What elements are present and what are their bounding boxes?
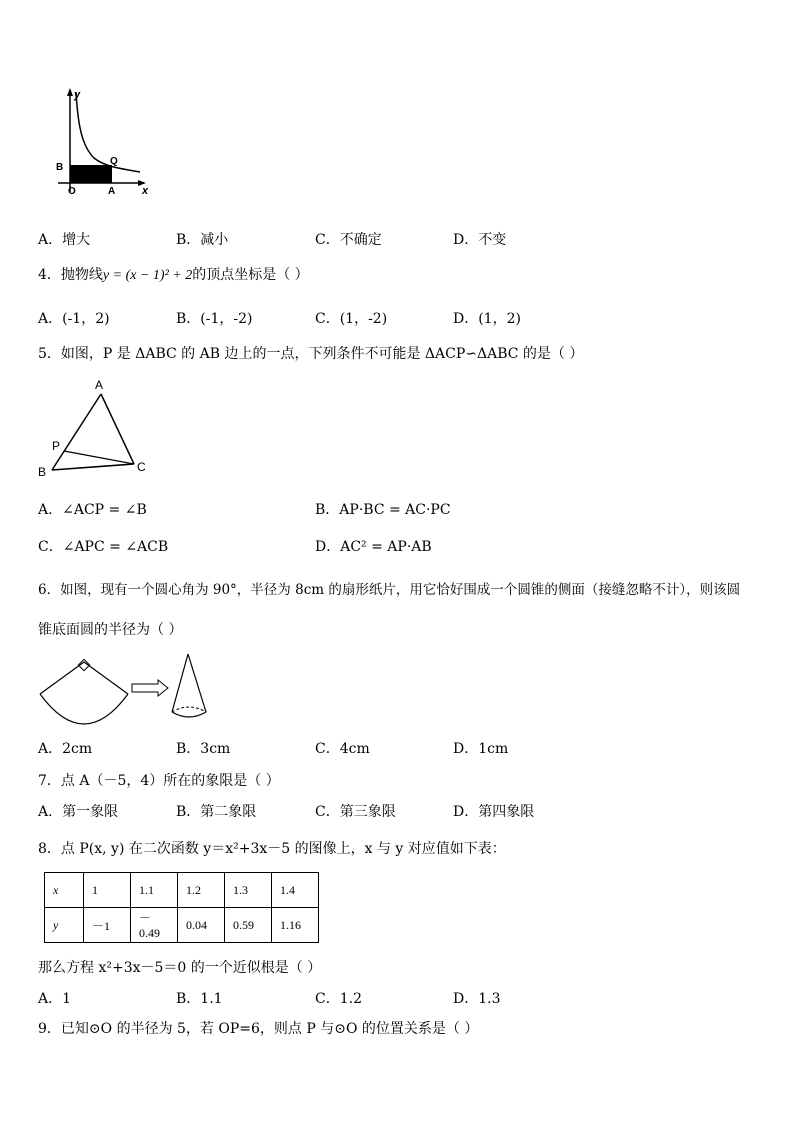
q5-option-c[interactable]: C．∠APC = ∠ACB: [38, 539, 169, 555]
table-cell: y: [45, 908, 84, 943]
q3-option-b[interactable]: B．减小: [176, 232, 229, 248]
q6-option-b[interactable]: B．3cm: [176, 741, 231, 757]
q4-option-c[interactable]: C．(1，-2): [315, 311, 388, 327]
q8-option-d[interactable]: D．1.3: [453, 991, 501, 1007]
q3-option-a[interactable]: A．增大: [38, 232, 91, 248]
q8-option-a[interactable]: A．1: [38, 991, 72, 1007]
table-cell: 1.1: [131, 873, 178, 908]
table-cell: 1.2: [178, 873, 225, 908]
q6-option-d[interactable]: D．1cm: [453, 741, 509, 757]
q7-option-b[interactable]: B．第二象限: [176, 804, 257, 820]
q8-after-text: 那么方程 x²+3x－5＝0 的一个近似根是（ ）: [38, 960, 322, 976]
table-cell: 0.59: [225, 908, 272, 943]
q4-prefix: 4．抛物线: [38, 267, 103, 283]
table-cell: 1.4: [272, 873, 319, 908]
q8-option-c[interactable]: C．1.2: [315, 991, 362, 1007]
q5-option-a[interactable]: A．∠ACP = ∠B: [38, 502, 147, 518]
xy-value-table: [44, 872, 319, 943]
table-row-x: [45, 873, 319, 908]
table-cell: x: [45, 873, 84, 908]
fig1-x-label: x: [142, 185, 149, 197]
hyperbola-graph-figure: [50, 86, 160, 198]
table-cell: 1: [84, 873, 131, 908]
q6-option-c[interactable]: C．4cm: [315, 741, 370, 757]
q3-option-d[interactable]: D．不变: [453, 232, 507, 248]
fig5-a-label: A: [95, 378, 104, 392]
q7-option-d[interactable]: D．第四象限: [453, 804, 535, 820]
fig5-p-label: P: [52, 439, 61, 453]
q8-stem: 8．点 P(x, y) 在二次函数 y＝x²+3x－5 的图像上，x 与 y 对应值如下表：: [38, 841, 506, 857]
fig5-b-label: B: [38, 465, 47, 479]
q6-option-a[interactable]: A．2cm: [38, 741, 93, 757]
fig1-b-label: B: [56, 162, 64, 173]
q4-stem: [38, 264, 309, 284]
q6-stem-line1: 6．如图，现有一个圆心角为 90°，半径为 8cm 的扇形纸片，用它恰好围成一个圆锥的侧面（接缝忽略不计），则该圆: [38, 582, 741, 598]
q4-option-d[interactable]: D．(1，2): [453, 311, 521, 327]
table-cell: 0.04: [178, 908, 225, 943]
q4-formula: y = (x − 1)² + 2: [102, 268, 193, 283]
fig5-c-label: C: [137, 460, 146, 474]
table-cell: －1: [84, 908, 131, 943]
q5-option-b[interactable]: B．AP·BC = AC·PC: [315, 502, 451, 518]
fig1-q-label: Q: [110, 156, 118, 167]
q4-option-a[interactable]: A．(-1，2): [38, 311, 110, 327]
q7-option-a[interactable]: A．第一象限: [38, 804, 119, 820]
table-cell: －0.49: [131, 908, 178, 943]
fig1-a-label: A: [108, 186, 116, 197]
q7-option-c[interactable]: C．第三象限: [315, 804, 396, 820]
fig1-y-label: y: [74, 89, 81, 101]
sector-to-cone-figure: [36, 650, 216, 726]
fig1-o-label: O: [68, 186, 76, 197]
q5-stem: 5．如图，P 是 ΔABC 的 AB 边上的一点，下列条件不可能是 ΔACP∽ΔABC 的是（ ）: [38, 346, 584, 362]
q4-suffix: 的顶点坐标是（ ）: [192, 267, 309, 283]
table-cell: 1.16: [272, 908, 319, 943]
q4-option-b[interactable]: B．(-1，-2): [176, 311, 253, 327]
triangle-abc-figure: [36, 376, 156, 480]
q3-option-c[interactable]: C．不确定: [315, 232, 382, 248]
table-cell: 1.3: [225, 873, 272, 908]
q9-stem: 9．已知⊙O 的半径为 5，若 OP=6，则点 P 与⊙O 的位置关系是（ ）: [38, 1021, 479, 1037]
q8-option-b[interactable]: B．1.1: [176, 991, 223, 1007]
q6-stem-line2: 锥底面圆的半径为（ ）: [38, 622, 183, 638]
q7-stem: 7．点 A（－5，4）所在的象限是（ ）: [38, 773, 280, 789]
q5-option-d[interactable]: D．AC² = AP·AB: [315, 539, 432, 555]
table-row-y: [45, 908, 319, 943]
